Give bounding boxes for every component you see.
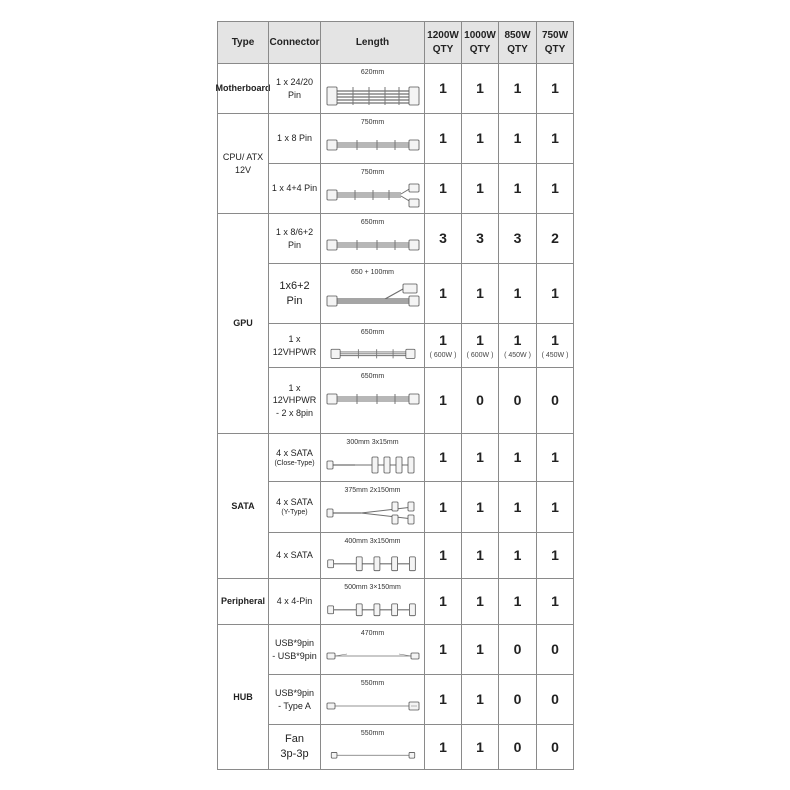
qty-cell <box>498 113 537 164</box>
cell-text: 1 <box>439 80 447 97</box>
header-qty-1 <box>461 21 499 64</box>
length-cell <box>320 532 425 579</box>
connector-cell <box>268 578 321 625</box>
cell-text: 12VHPWR <box>272 395 317 406</box>
cell-text: 0 <box>513 392 522 409</box>
cable-illustration-icon <box>325 451 421 479</box>
qty-cell <box>461 63 499 114</box>
qty-cell <box>461 724 499 770</box>
cable-illustration-icon <box>325 499 421 527</box>
qty-cell <box>536 213 574 264</box>
cable-illustration-icon <box>325 281 421 309</box>
cell-text: 1 <box>439 738 447 755</box>
length-cell <box>320 578 425 625</box>
cell-text: 1 <box>551 285 559 302</box>
cell-text: 750mm <box>360 169 385 176</box>
cable-illustration-icon <box>325 81 421 109</box>
connector-cell <box>268 113 321 164</box>
qty-cell <box>461 481 499 533</box>
connector-cell <box>268 263 321 324</box>
cell-text: 1 <box>476 80 484 97</box>
cell-text: 4 x 4-Pin <box>276 596 313 607</box>
type-cell <box>217 578 269 625</box>
header-qty-0 <box>424 21 462 64</box>
cable-illustration-icon <box>325 131 421 159</box>
cell-text: - Type A <box>278 700 311 711</box>
connector-cell <box>268 674 321 725</box>
cell-text: 1 <box>551 449 559 466</box>
cell-text: 650 + 100mm <box>351 269 394 276</box>
header-type <box>217 21 269 64</box>
length-cell <box>320 323 425 368</box>
qty-cell <box>498 624 537 675</box>
cell-text: 1 <box>551 593 559 610</box>
cell-text: 1 <box>476 738 484 755</box>
cell-text: 1 <box>513 593 522 610</box>
cell-text: 550mm <box>360 730 385 737</box>
cable-illustration-icon <box>325 550 421 578</box>
header-qty-3 <box>536 21 574 64</box>
qty-cell <box>461 113 499 164</box>
cell-text: 1 <box>476 641 484 658</box>
cell-text: 1 x 24/20 <box>275 77 314 88</box>
cell-text: CPU/ ATX 12V <box>222 152 264 175</box>
cell-text: 1 <box>439 547 447 564</box>
cell-text: 1 <box>476 130 484 147</box>
qty-cell <box>536 433 574 482</box>
cable-illustration-icon <box>325 385 421 413</box>
cell-text: 1000W QTY <box>464 30 496 55</box>
header-length <box>320 21 425 64</box>
qty-cell <box>424 163 462 214</box>
cell-text: 1 <box>551 498 559 515</box>
qty-note: ( 600W ) <box>466 351 494 359</box>
qty-cell <box>461 213 499 264</box>
qty-cell <box>536 163 574 214</box>
type-cell <box>217 624 269 770</box>
cell-text: 1 <box>476 449 484 466</box>
qty-note: ( 450W ) <box>504 351 531 359</box>
qty-cell <box>424 213 462 264</box>
connector-cell <box>268 323 321 368</box>
qty-cell <box>424 624 462 675</box>
qty-cell <box>498 532 537 579</box>
cell-text: 850W QTY <box>504 30 531 55</box>
qty-cell <box>536 578 574 625</box>
header-qty-2 <box>498 21 537 64</box>
cell-text: Peripheral <box>220 596 266 607</box>
cell-text: 0 <box>476 392 484 409</box>
length-cell <box>320 63 425 114</box>
cell-text: 1 <box>439 449 447 466</box>
cell-text: 1 <box>439 130 447 147</box>
qty-cell <box>536 532 574 579</box>
qty-cell <box>498 367 537 434</box>
header-connector <box>268 21 321 64</box>
cell-text: 1 <box>513 130 522 147</box>
cell-text: 1 <box>551 130 559 147</box>
connector-cell <box>268 724 321 770</box>
qty-cell <box>424 532 462 579</box>
cell-text: 3 <box>476 230 484 247</box>
cell-text: 1 <box>476 593 484 610</box>
length-cell <box>320 213 425 264</box>
qty-cell <box>424 724 462 770</box>
length-cell <box>320 263 425 324</box>
cell-text: 1 x <box>288 334 301 345</box>
qty-cell <box>536 113 574 164</box>
cell-text: USB*9pin <box>274 638 315 649</box>
cell-text: 3 <box>513 230 522 247</box>
cell-text: 12VHPWR <box>272 346 317 357</box>
cell-text: 4 x SATA <box>276 447 313 458</box>
cell-text: GPU <box>233 318 253 329</box>
type-cell <box>217 63 269 114</box>
cable-illustration-icon <box>325 596 421 624</box>
cell-text: 1 <box>476 547 484 564</box>
cell-text: 0 <box>551 691 559 708</box>
qty-note: ( 450W ) <box>541 351 569 359</box>
cell-text: 4 x SATA <box>276 497 313 508</box>
qty-cell <box>424 63 462 114</box>
cell-text: 300mm 3x15mm <box>346 439 399 446</box>
cell-text: 0 <box>551 738 559 755</box>
cell-text: 650mm <box>360 219 385 226</box>
cable-illustration-icon <box>325 181 421 209</box>
cable-illustration-icon <box>325 642 421 670</box>
connector-cell <box>268 532 321 579</box>
cell-text: 1 <box>513 180 522 197</box>
qty-cell <box>461 323 499 368</box>
cell-text: 1 x 8 Pin <box>276 133 313 144</box>
cell-text: 1 <box>513 498 522 515</box>
cable-illustration-icon <box>325 341 421 367</box>
length-cell <box>320 163 425 214</box>
qty-cell <box>424 323 462 368</box>
cell-text: (Close-Type) <box>274 459 315 467</box>
qty-note: ( 600W ) <box>429 351 457 359</box>
qty-cell <box>536 674 574 725</box>
qty-cell <box>461 433 499 482</box>
cell-text: 4 x SATA <box>276 550 313 561</box>
qty-cell <box>498 674 537 725</box>
qty-cell <box>461 532 499 579</box>
type-cell <box>217 433 269 579</box>
qty-cell <box>536 367 574 434</box>
qty-cell <box>536 624 574 675</box>
qty-cell <box>424 674 462 725</box>
cell-text: 1 <box>439 331 447 348</box>
cell-text: 550mm <box>360 680 385 687</box>
cell-text: 0 <box>513 641 522 658</box>
length-cell <box>320 624 425 675</box>
cell-text: 1 <box>439 641 447 658</box>
qty-cell <box>498 433 537 482</box>
connector-cell <box>268 481 321 533</box>
cell-text: 1 <box>439 498 447 515</box>
cable-illustration-icon <box>325 742 421 769</box>
length-cell <box>320 367 425 434</box>
cell-text: 620mm <box>360 69 385 76</box>
cell-text: 1 <box>513 449 522 466</box>
qty-cell <box>461 578 499 625</box>
cell-text: 1 <box>476 180 484 197</box>
qty-cell <box>424 367 462 434</box>
cell-text: 1x6+2 <box>279 279 310 292</box>
cell-text: 1 <box>476 691 484 708</box>
qty-cell <box>498 481 537 533</box>
qty-cell <box>498 163 537 214</box>
cell-text: 2 <box>551 230 559 247</box>
qty-cell <box>498 578 537 625</box>
qty-cell <box>424 481 462 533</box>
type-cell <box>217 213 269 434</box>
cell-text: 1 x 4+4 Pin <box>271 183 318 194</box>
qty-cell <box>536 263 574 324</box>
cell-text: 0 <box>513 691 522 708</box>
cell-text: Length <box>355 36 390 48</box>
cell-text: 0 <box>513 738 522 755</box>
qty-cell <box>536 63 574 114</box>
connector-cell <box>268 367 321 434</box>
cell-text: 470mm <box>360 630 385 637</box>
qty-cell <box>424 113 462 164</box>
cell-text: HUB <box>233 691 253 702</box>
connector-cell <box>268 163 321 214</box>
qty-cell <box>498 213 537 264</box>
cell-text: 1 x <box>288 383 301 394</box>
connector-cell <box>268 624 321 675</box>
cell-text: 1 <box>513 285 522 302</box>
cell-text: 1 <box>439 691 447 708</box>
cell-text: 1 <box>513 547 522 564</box>
cell-text: 1 <box>439 593 447 610</box>
cell-text: 1 x 8/6+2 <box>275 227 314 238</box>
cable-illustration-icon <box>325 231 421 259</box>
cell-text: Pin <box>287 239 301 250</box>
cell-text: Fan <box>285 733 304 746</box>
cell-text: Pin <box>287 89 301 100</box>
cell-text: 0 <box>551 641 559 658</box>
cell-text: SATA <box>231 500 255 511</box>
qty-cell <box>424 433 462 482</box>
qty-cell <box>498 263 537 324</box>
qty-cell <box>461 263 499 324</box>
cell-text: 1 <box>551 547 559 564</box>
qty-cell <box>498 724 537 770</box>
cell-text: 1 <box>551 80 559 97</box>
connector-cell <box>268 213 321 264</box>
cell-text: 1 <box>513 331 522 348</box>
cell-text: 650mm <box>360 329 385 336</box>
cell-text: USB*9pin <box>274 688 315 699</box>
length-cell <box>320 433 425 482</box>
type-cell <box>217 113 269 214</box>
length-cell <box>320 113 425 164</box>
cable-illustration-icon <box>325 692 421 720</box>
cell-text: - 2 x 8pin <box>275 407 314 418</box>
cell-text: Pin <box>286 294 303 307</box>
qty-cell <box>536 323 574 368</box>
cell-text: 500mm 3×150mm <box>344 584 401 591</box>
length-cell <box>320 481 425 533</box>
cell-text: 1 <box>439 392 447 409</box>
qty-cell <box>498 63 537 114</box>
cell-text: 1 <box>439 180 447 197</box>
qty-cell <box>461 674 499 725</box>
cell-text: 400mm 3x150mm <box>344 538 401 545</box>
cell-text: 0 <box>551 392 559 409</box>
length-cell <box>320 724 425 770</box>
cell-text: 650mm <box>360 373 385 380</box>
qty-cell <box>461 624 499 675</box>
cell-text: 1 <box>476 285 484 302</box>
cell-text: 3 <box>439 230 447 247</box>
connector-cell <box>268 63 321 114</box>
cell-text: 1 <box>476 498 484 515</box>
cell-text: 750mm <box>360 119 385 126</box>
qty-cell <box>461 367 499 434</box>
cell-text: 1 <box>551 180 559 197</box>
cell-text: Motherboard <box>215 83 271 94</box>
cell-text: Connector <box>269 36 320 48</box>
cell-text: 1 <box>551 331 559 348</box>
cell-text: 3p-3p <box>280 748 309 760</box>
cell-text: 375mm 2x150mm <box>344 487 401 494</box>
qty-cell <box>461 163 499 214</box>
qty-cell <box>536 481 574 533</box>
cell-text: 1 <box>513 80 522 97</box>
cell-text: Type <box>231 36 255 48</box>
cell-text: 750W QTY <box>541 30 569 55</box>
connector-cell <box>268 433 321 482</box>
qty-cell <box>424 263 462 324</box>
qty-cell <box>536 724 574 770</box>
cell-text: 1 <box>439 285 447 302</box>
cell-text: - USB*9pin <box>272 650 317 661</box>
cell-text: 1 <box>476 331 484 348</box>
cell-text: 1200W QTY <box>427 30 459 55</box>
cell-text: (Y-Type) <box>281 509 308 517</box>
qty-cell <box>498 323 537 368</box>
length-cell <box>320 674 425 725</box>
qty-cell <box>424 578 462 625</box>
